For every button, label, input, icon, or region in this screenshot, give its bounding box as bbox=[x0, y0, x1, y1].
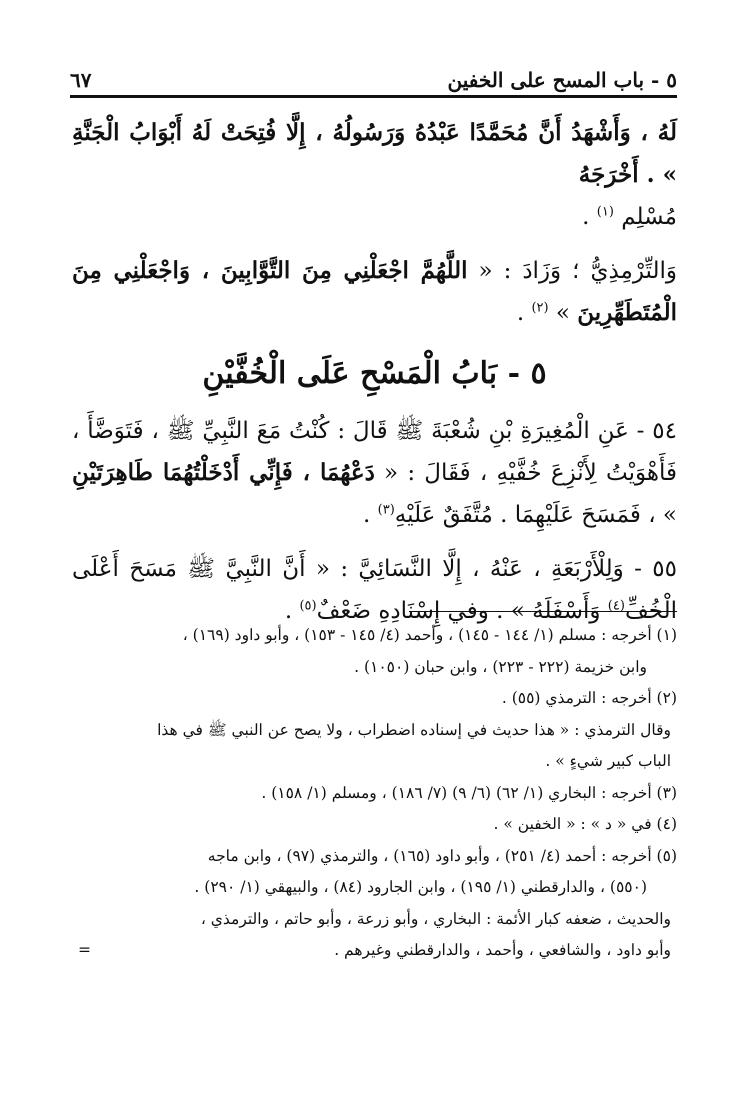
footnote-1: (١) أخرجه : مسلم (١/ ١٤٤ - ١٤٥) ، وأحمد (٤/ ١٤٥ - ١٥٣) ، وأبو داود (١٦٩) ، bbox=[182, 626, 677, 644]
paragraph-1 bbox=[72, 112, 677, 238]
paragraph-1-end: . bbox=[582, 204, 597, 230]
hadith-55-text: ٥٥ - وَلِلْأَرْبَعَةِ ، عَنْهُ ، إِلَّا النَّسَائِيَّ : « أَنَّ النَّبِيَّ ﷺ مَسَحَ أَعْلَى الْخُفِّ bbox=[72, 556, 677, 624]
paragraph-2-intro: وَالتِّرْمِذِيُّ ؛ وَزَادَ : « bbox=[467, 258, 677, 284]
footnote-5: (٥) أخرجه : أحمد (٤/ ٢٥١) ، وأبو داود (١٦٥) ، والترمذي (٩٧) ، وابن ماجه bbox=[207, 846, 677, 865]
hadith-54-quote: دَعْهُمَا ، فَإِنِّي أَدْخَلْتُهُمَا طَاهِرَتَيْنِ bbox=[72, 459, 375, 486]
chapter-heading: ٥ - بَابُ الْمَسْحِ عَلَى الْخُفَّيْنِ bbox=[202, 356, 547, 391]
footnote-4: (٤) في « د » : « الخفين » . bbox=[493, 815, 677, 833]
footnote-ref-2: (٢) bbox=[531, 300, 549, 316]
hadith-55-end: . bbox=[284, 598, 300, 624]
footnote-separator bbox=[409, 611, 677, 612]
main-text bbox=[72, 112, 677, 644]
running-header bbox=[70, 52, 677, 92]
paragraph-2 bbox=[72, 250, 677, 334]
continuation-mark: = bbox=[78, 941, 91, 959]
hadith-54 bbox=[72, 410, 677, 536]
footnote-5-comment: والحديث ، ضعفه كبار الأئمة : البخاري ، وأبو زرعة ، وأبو حاتم ، والترمذي ، bbox=[200, 909, 671, 928]
footnote-ref-3: (٣) bbox=[377, 502, 395, 518]
footnote-ref-5: (٥) bbox=[299, 598, 317, 614]
footnote-2-comment: وقال الترمذي : « هذا حديث في إسناده اضطراب ، ولا يصح عن النبي ﷺ في هذا bbox=[157, 720, 671, 739]
footnote-5-comment-cont bbox=[72, 935, 677, 967]
footnotes bbox=[72, 620, 677, 967]
paragraph-1-line-1: لَهُ ، وَأَشْهَدُ أَنَّ مُحَمَّدًا عَبْدُهُ وَرَسُولُهُ ، إِلَّا فُتِحَتْ لَهُ أَبْوَابُ الْجَنَّةِ » . أَخْرَجَهُ bbox=[72, 119, 677, 188]
footnote-5-cont: (٥٥٠) ، والدارقطني (١/ ١٩٥) ، وابن الجارود (٨٤) ، والبيهقي (١/ ٢٩٠) . bbox=[194, 878, 647, 896]
footnote-ref-4: (٤) bbox=[607, 598, 625, 614]
page-number: ٦٧ bbox=[70, 68, 92, 92]
paragraph-1-line-2: مُسْلِم bbox=[621, 204, 677, 230]
hadith-54-tail: » ، فَمَسَحَ عَلَيْهِمَا . مُتَّفَقٌ عَلَيْهِ bbox=[394, 502, 677, 528]
footnote-5-comment-cont-text: وأبو داود ، والشافعي ، وأحمد ، والدارقطني وغيرهم . bbox=[334, 941, 671, 959]
dua-text: اللَّهُمَّ اجْعَلْنِي مِنَ التَّوَّابِينَ ، وَاجْعَلْنِي مِنَ الْمُتَطَهِّرِينَ bbox=[72, 257, 677, 326]
footnote-3: (٣) أخرجه : البخاري (١/ ٦٢) (٦/ ٩) (٧/ ١٨٦) ، ومسلم (١/ ١٥٨) . bbox=[261, 783, 677, 802]
hadith-54-text: ٥٤ - عَنِ الْمُغِيرَةِ بْنِ شُعْبَةَ ﷺ قَالَ : كُنْتُ مَعَ النَّبِيِّ ﷺ ، فَتَوَضَّأَ ، فَأَهْوَيْتُ لِأَنْزِعَ خُفَّيْهِ ، فَقَالَ : « bbox=[72, 418, 677, 486]
footnote-ref-1: (١) bbox=[596, 204, 614, 220]
hadith-55-tail: وَأَسْفَلَهُ » . وفي إِسْنَادِهِ ضَعْفٌ bbox=[316, 598, 608, 624]
chapter-running-title: ٥ - باب المسح على الخفين bbox=[447, 68, 677, 92]
footnote-2-comment-cont: الباب كبير شيءٍ » . bbox=[545, 752, 671, 770]
paragraph-2-end: . bbox=[516, 300, 532, 326]
footnote-2: (٢) أخرجه : الترمذي (٥٥) . bbox=[501, 689, 677, 707]
header-rule bbox=[70, 95, 677, 98]
paragraph-2-quote-end: » bbox=[555, 300, 578, 326]
hadith-54-end: . bbox=[363, 502, 378, 528]
footnote-1-cont: وابن خزيمة (٢٢٢ - ٢٢٣) ، وابن حبان (١٠٥٠) . bbox=[354, 657, 647, 676]
